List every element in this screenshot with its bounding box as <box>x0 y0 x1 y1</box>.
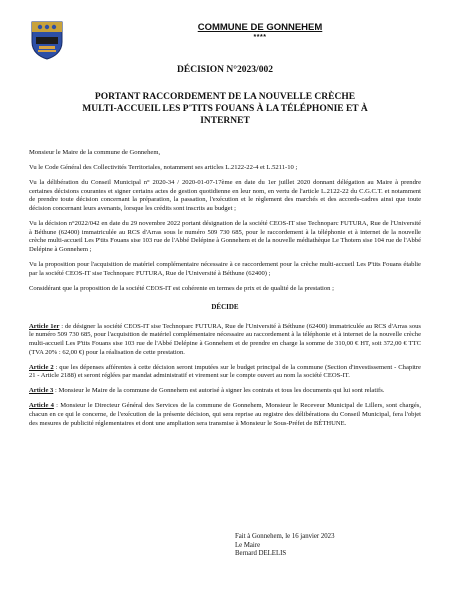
article-label: Article 1er <box>29 322 60 330</box>
article-label: Article 3 <box>29 387 54 395</box>
title-line: INTERNET <box>200 116 250 126</box>
article-text: : que les dépenses afférentes à cette décision seront imputées sur le budget principal de la commune (Section d'investissement - Chapitre 21 - Article 2188) et seront réglées par mandat administratif et virement sur le compte ouvert au nom la société CEOS-IT. <box>29 363 421 380</box>
header-stars: **** <box>253 34 267 41</box>
commune-name: COMMUNE DE GONNEHEM <box>197 22 323 33</box>
article-paragraph <box>29 402 421 428</box>
preamble-paragraph: Vu la proposition pour l'acquisition de matériel complémentaire nécessaire à ce raccordement pour la crèche multi-accueil Les P'tits Fouans établie par la société CEOS-IT sise Technoparc FUTURA, Rue de l'Université à Béthune (62400) ; <box>29 260 421 277</box>
article-label: Article 2 <box>29 363 54 371</box>
preamble-paragraph: Vu la délibération du Conseil Municipal n° 2020-34 / 2020-01-07-17ème en date du 1er juillet 2020 donnant délégation au Maire à prendre certaines décisions courantes et signer certains actes de gestion quotidienne en leur nom, en vertu de l'article L.2122-22 du C.G.C.T. et notamment de prendre toute décision concernant la préparation, la passation, l'exécution et le règlement des marchés et des accords-cadres ainsi que toute décision concernant leurs avenants, lorsque les crédits sont inscrits au budget ; <box>29 179 421 212</box>
article-text: : Monsieur le Directeur Général des Services de la commune de Gonnehem, Monsieur le Receveur Municipal de Lillers, sont chargés, chacun en ce qui le concerne, de l'exécution de la présente décision, qui sera reprise au registre des délibérations du Conseil Municipal, fera l'objet des mesures de publicité réglementaires et dont une ampliation sera transmise à Monsieur le Sous-Préfet de BÉTHUNE. <box>29 402 421 427</box>
signature-name: Bernard DELELIS <box>235 550 287 558</box>
decision-body <box>29 149 421 435</box>
signature-block <box>235 533 334 559</box>
title-line: PORTANT RACCORDEMENT DE LA NOUVELLE CRÈCHE <box>94 92 356 102</box>
article-paragraph <box>29 323 421 357</box>
title-line: MULTI-ACCUEIL LES P'TITS FOUANS À LA TÉLÉPHONIE ET À <box>82 104 368 114</box>
preamble-paragraph: Monsieur le Maire de la commune de Gonnehem, <box>29 149 161 156</box>
signature-role: Le Maire <box>235 541 261 549</box>
article-text: : de désigner la société CEOS-IT sise Technoparc FUTURA, Rue de l'Université à Béthune (62400) immatriculée au RCS d'Arras sous le numéro 509 730 685, pour l'acquisition de matériel complémentaire nécessaire au raccordement à la téléphonie et à internet de la nouvelle crèche multi-accueil Les P'tits Fouans sise 103 rue de l'Abbé Delépine à Gonnehem et de prendre en charge la somme de 310,00 € HT, soit 372,00 € TTC (TVA 20% : 62,00 €) pour la réalisation de cette prestation. <box>29 322 421 356</box>
article-paragraph <box>29 387 421 396</box>
coat-of-arms-icon <box>30 20 64 60</box>
signature-place-date: Fait à Gonnehem, le 16 janvier 2023 <box>235 533 335 540</box>
decision-number: DÉCISION N°2023/002 <box>177 65 273 75</box>
article-text: : Monsieur le Maire de la commune de Gonnehem est autorisé à signer les contrats et tous les documents qui lui sont relatifs. <box>53 387 385 395</box>
preamble-paragraph: Vu le Code Général des Collectivités Territoriales, notamment ses articles L.2122-22-4 et L.5211-10 ; <box>29 164 298 172</box>
decide-heading: DÉCIDE <box>211 303 239 312</box>
decision-title <box>70 91 380 127</box>
preamble-paragraph: Vu la décision n°2022/042 en date du 29 novembre 2022 portant désignation de la société CEOS-IT sise Technoparc FUTURA, Rue de l'Université à Béthune (62400) immatriculée au RCS d'Arras sous le numéro 509 730 685, pour le raccordement à la téléphonie et à internet de la nouvelle crèche multi-accueil Les P'tits Fouans sise 103 rue de l'Abbé Delépine à Gonnehem et de la nouvelle médiathèque Le Thotem sise 104 rue de l'Abbé Delépine à Gonnehem ; <box>29 220 421 253</box>
preamble-paragraph: Considérant que la proposition de la société CEOS-IT est cohérente en termes de prix et de qualité de la prestation ; <box>29 284 334 292</box>
article-paragraph <box>29 364 421 381</box>
article-label: Article 4 <box>29 402 54 410</box>
